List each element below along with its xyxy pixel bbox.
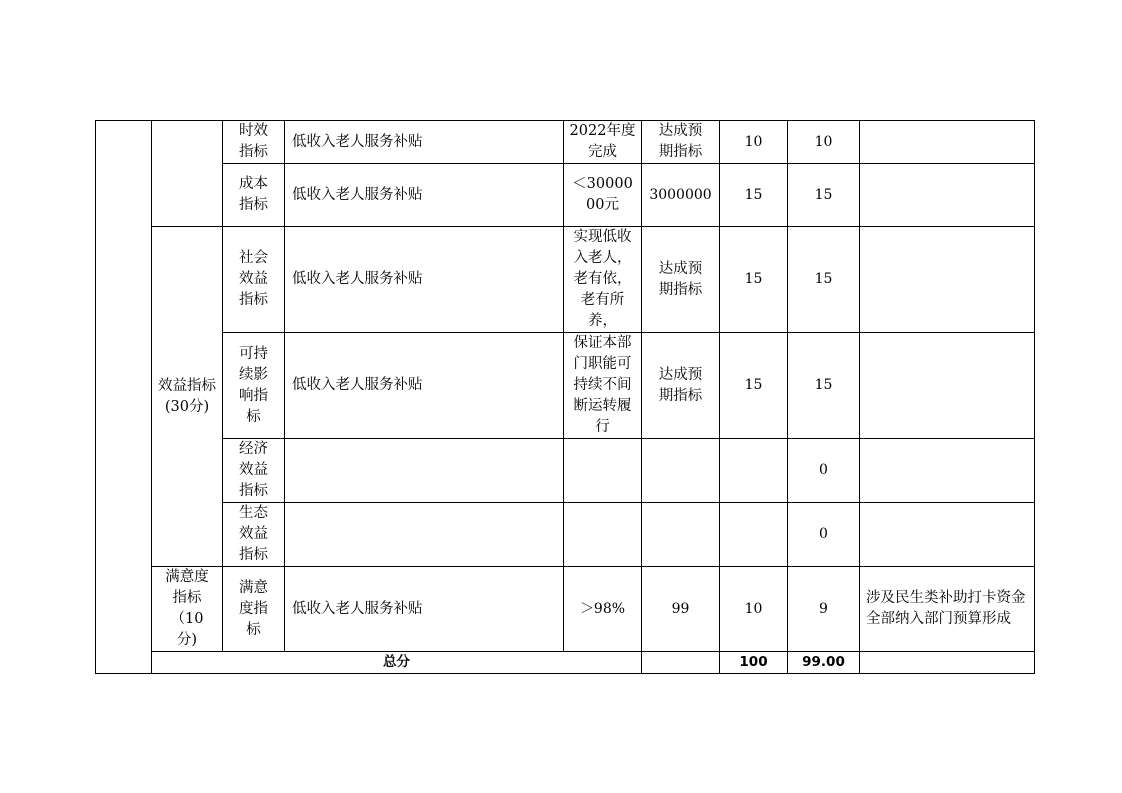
content-cell: 低收入老人服务补贴 xyxy=(285,567,564,652)
total-row xyxy=(96,652,1035,674)
table-row xyxy=(96,227,1035,333)
score-cell: 15 xyxy=(788,333,860,439)
note-cell xyxy=(860,503,1035,567)
weight-cell: 15 xyxy=(720,164,788,227)
weight-cell: 10 xyxy=(720,567,788,652)
note-cell xyxy=(860,121,1035,164)
score-cell: 10 xyxy=(788,121,860,164)
actual-cell xyxy=(642,439,720,503)
score-cell: 0 xyxy=(788,503,860,567)
content-cell xyxy=(285,503,564,567)
note-cell: 涉及民生类补助打卡资金全部纳入部门预算形成 xyxy=(860,567,1035,652)
sub-indicator-cell: 可持续影响指标 xyxy=(223,333,285,439)
target-cell: 2022年度完成 xyxy=(564,121,642,164)
table-row xyxy=(96,121,1035,164)
score-cell: 0 xyxy=(788,439,860,503)
weight-cell: 10 xyxy=(720,121,788,164)
content-cell: 低收入老人服务补贴 xyxy=(285,227,564,333)
content-cell xyxy=(285,439,564,503)
benefit-group-cell: 效益指标(30分) xyxy=(152,227,223,567)
target-cell xyxy=(564,439,642,503)
note-cell xyxy=(860,227,1035,333)
note-cell xyxy=(860,439,1035,503)
satisfaction-group-cell: 满意度指标（10分) xyxy=(152,567,223,652)
sub-indicator-cell: 满意度指标 xyxy=(223,567,285,652)
weight-cell xyxy=(720,439,788,503)
actual-cell xyxy=(642,503,720,567)
total-note-cell xyxy=(860,652,1035,674)
content-cell: 低收入老人服务补贴 xyxy=(285,333,564,439)
note-cell xyxy=(860,333,1035,439)
sub-indicator-cell: 社会效益指标 xyxy=(223,227,285,333)
target-cell: 保证本部门职能可持续不间断运转履行 xyxy=(564,333,642,439)
weight-cell: 15 xyxy=(720,333,788,439)
sub-indicator-cell: 成本指标 xyxy=(223,164,285,227)
weight-cell: 15 xyxy=(720,227,788,333)
table-row xyxy=(96,164,1035,227)
target-cell: 实现低收入老人，老有依，老有所养， xyxy=(564,227,642,333)
performance-table xyxy=(95,120,1035,674)
sub-indicator-cell: 时效指标 xyxy=(223,121,285,164)
table-row xyxy=(96,333,1035,439)
weight-cell xyxy=(720,503,788,567)
table-row xyxy=(96,567,1035,652)
target-cell xyxy=(564,503,642,567)
total-label: 总分 xyxy=(152,652,642,674)
outer-category-cell xyxy=(96,121,152,674)
sub-indicator-cell: 生态效益指标 xyxy=(223,503,285,567)
target-cell: ＜3000000元 xyxy=(564,164,642,227)
total-weight: 100 xyxy=(720,652,788,674)
total-score: 99.00 xyxy=(788,652,860,674)
content-cell: 低收入老人服务补贴 xyxy=(285,121,564,164)
actual-cell: 达成预期指标 xyxy=(642,333,720,439)
note-cell xyxy=(860,164,1035,227)
actual-cell: 达成预期指标 xyxy=(642,121,720,164)
score-cell: 15 xyxy=(788,164,860,227)
actual-cell: 99 xyxy=(642,567,720,652)
content-cell: 低收入老人服务补贴 xyxy=(285,164,564,227)
actual-cell: 达成预期指标 xyxy=(642,227,720,333)
score-cell: 15 xyxy=(788,227,860,333)
table-row xyxy=(96,503,1035,567)
table-row xyxy=(96,439,1035,503)
actual-cell: 3000000 xyxy=(642,164,720,227)
sub-indicator-cell: 经济效益指标 xyxy=(223,439,285,503)
score-cell: 9 xyxy=(788,567,860,652)
target-cell: ＞98% xyxy=(564,567,642,652)
total-actual-cell xyxy=(642,652,720,674)
output-category-cell xyxy=(152,121,223,227)
